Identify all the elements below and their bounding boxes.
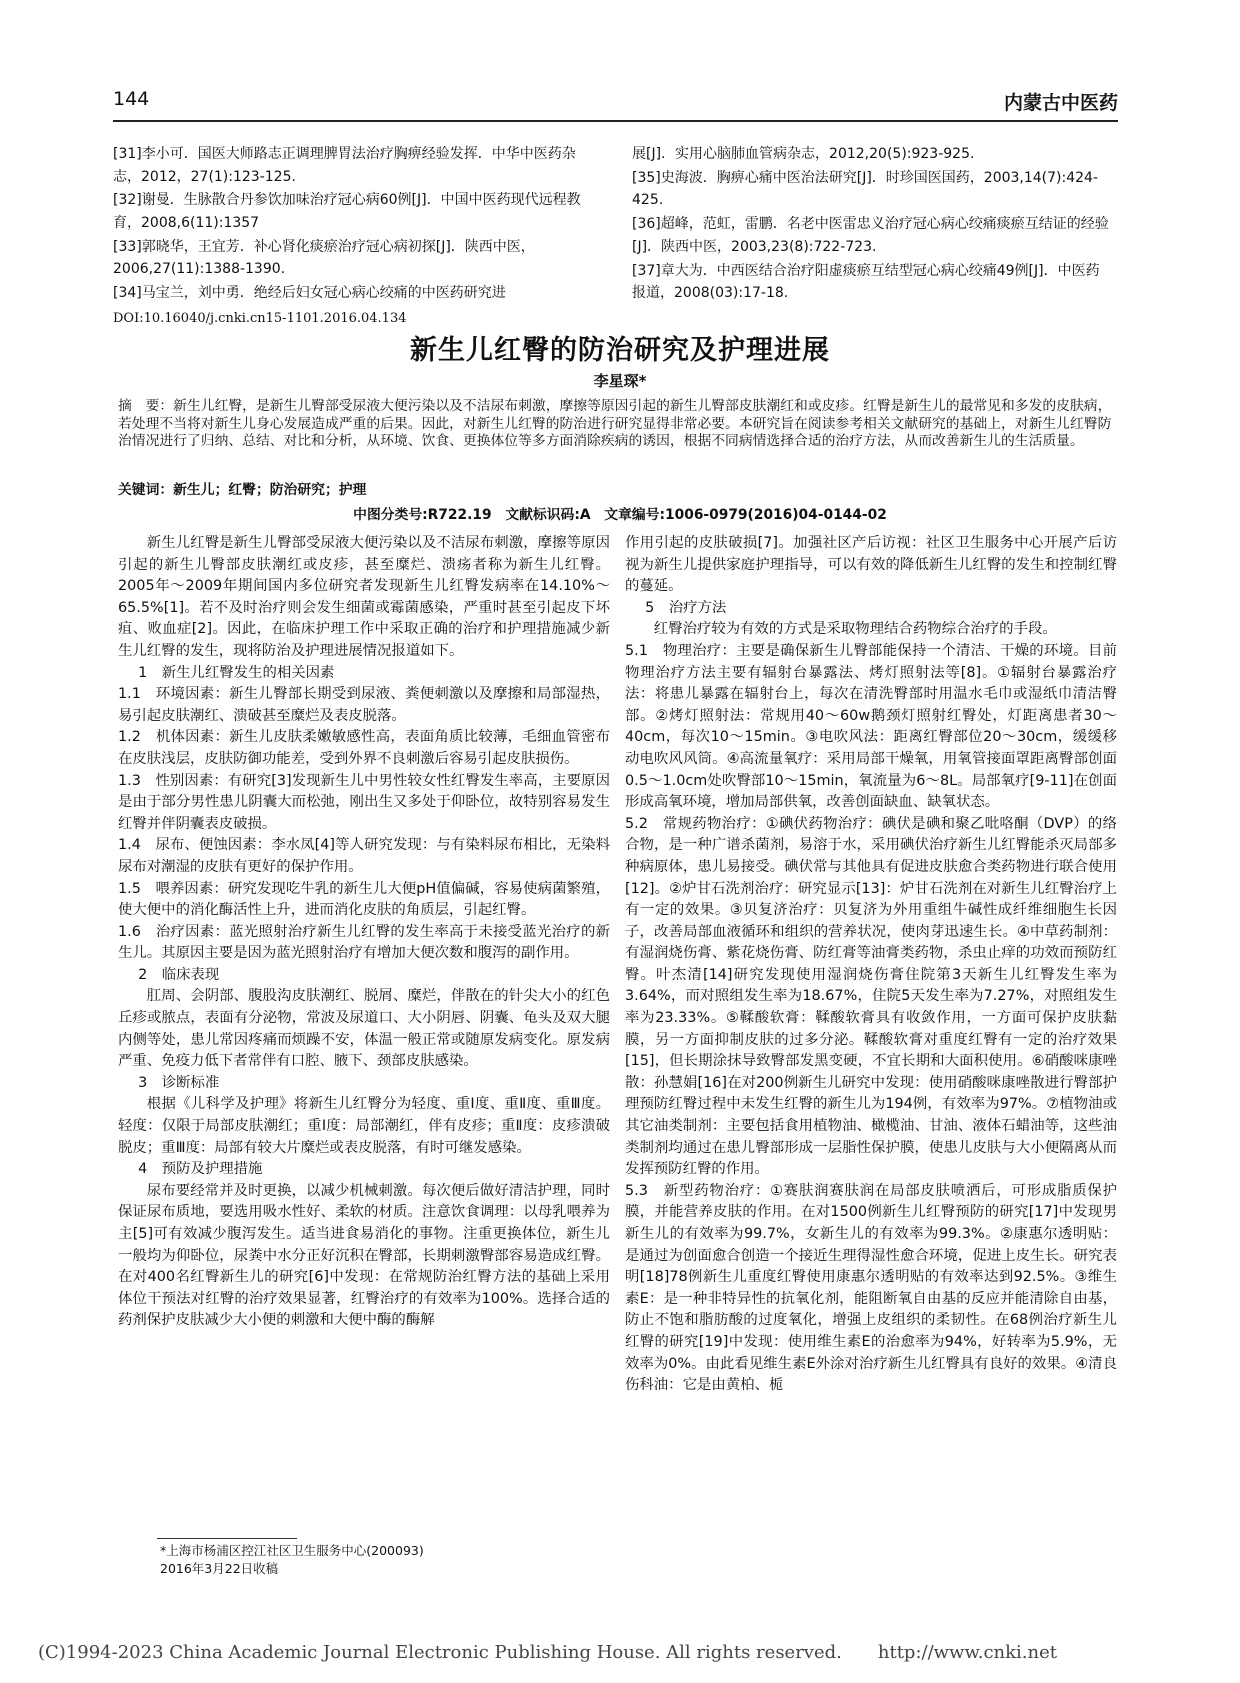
body-left-column bbox=[118, 533, 610, 1332]
body-right-column bbox=[625, 533, 1117, 1397]
body-paragraph: 1.4 尿布、便蚀因素：李水凤[4]等人研究发现：与有染料尿布相比，无染料尿布对潮湿的皮肤有更好的保护作用。 bbox=[118, 837, 610, 875]
abstract-text: 摘 要：新生儿红臀，是新生儿臀部受尿液大便污染以及不洁尿布刺激，摩擦等原因引起的新生儿臀部皮肤潮红和或皮疹。红臀是新生儿的最常见和多发的皮肤病，若处理不当将对新生儿身心发展造成严重的后果。因此，对新生儿红臀的防治进行研究显得非常必要。本研究旨在阅读参考相关文献研究的基础上，对新生儿红臀防治情况进行了归纳、总结、对比和分析，从环境、饮食、更换体位等多方面消除疾病的诱因，根据不同病情选择合适的治疗方法，从而改善新生儿的生活质量。 bbox=[118, 398, 1112, 450]
footnote bbox=[160, 1542, 424, 1578]
body-paragraph: 作用引起的皮肤破损[7]。加强社区产后访视：社区卫生服务中心开展产后访视为新生儿提供家庭护理指导，可以有效的降低新生儿红臀的发生和控制红臀的蔓延。 bbox=[625, 535, 1117, 595]
author-name: 李星琛* bbox=[593, 372, 647, 390]
classification-line: 中图分类号:R722.19 文献标识码:A 文章编号:1006-0979(2016)04-0144-02 bbox=[353, 507, 887, 523]
journal-name: 内蒙古中医药 bbox=[1003, 92, 1118, 114]
keywords: 关键词：新生儿；红臀；防治研究；护理 bbox=[118, 482, 367, 498]
section-heading: 3 诊断标准 bbox=[138, 1074, 220, 1091]
reference-item: [34]马宝兰，刘中勇．绝经后妇女冠心病心绞痛的中医药研究进 bbox=[113, 285, 506, 302]
footnote-divider bbox=[157, 1538, 297, 1539]
footnote-affiliation: *上海市杨浦区控江社区卫生服务中心(200093) bbox=[160, 1543, 424, 1558]
footnote-received-date: 2016年3月22日收稿 bbox=[160, 1561, 279, 1576]
body-paragraph: 5.2 常规药物治疗：①碘伏药物治疗：碘伏是碘和聚乙吡咯酮（DVP）的络合物，是一种广谱杀菌剂，易溶于水，采用碘伏治疗新生儿红臀能杀灭局部多种病原体，患儿易接受。碘伏常与其他具有促进皮肤愈合类药物进行联合使用[12]。②炉甘石洗剂治疗：研究显示[13]：炉甘石洗剂在对新生儿红臀治疗上有一定的效果。③贝复济治疗：贝复济为外用重组牛碱性成纤维细胞生长因子，改善局部血液循环和组织的营养状况，使肉芽迅速生长。④中草药制剂：有湿润烧伤膏、紫花烧伤膏、防红膏等油膏类药物，杀虫止痒的功效而预防红臀。叶杰清[14]研究发现使用湿润烧伤膏住院第3天新生儿红臀发生率为3.64%，而对照组发生率为18.67%，住院5天发生率为7.27%，对照组发生率为23.33%。⑤鞣酸软膏：鞣酸软膏具有收敛作用，一方面可保护皮肤黏膜，另一方面抑制皮肤的过多分泌。鞣酸软膏对重度红臀有一定的治疗效果[15]，但长期涂抹导致臀部发黑变硬，不宜长期和大面积使用。⑥硝酸咪康唑散：孙慧娟[16]在对200例新生儿研究中发现：使用硝酸咪康唑散进行臀部护理预防红臀过程中未发生红臀的新生儿为194例，有效率为97%。⑦植物油或其它油类制剂：主要包括食用植物油、橄榄油、甘油、液体石蜡油等，这些油类制剂均通过在患儿臀部形成一层脂性保护膜，使患儿皮肤与大小便隔离从而发挥预防红臀的作用。 bbox=[625, 815, 1117, 1178]
body-paragraph: 肛周、会阴部、腹股沟皮肤潮红、脱屑、糜烂，伴散在的针尖大小的红色丘疹或脓点，表面有分泌物，常波及尿道口、大小阴唇、阴囊、龟头及双大腿内侧等处，患儿常因疼痛而烦躁不安，体温一般正常或随原发病变化。原发病严重、免疫力低下者常伴有口腔、腋下、颈部皮肤感染。 bbox=[118, 988, 610, 1070]
section-heading: 2 临床表现 bbox=[138, 966, 220, 983]
body-paragraph: 根据《儿科学及护理》将新生儿红臀分为轻度、重Ⅰ度、重Ⅱ度、重Ⅲ度。轻度：仅限于局部皮肤潮红；重Ⅰ度：局部潮红，伴有皮疹；重Ⅱ度：皮疹溃破脱皮；重Ⅲ度：局部有较大片糜烂或表皮脱落，有时可继发感染。 bbox=[118, 1096, 610, 1156]
section-heading: 4 预防及护理措施 bbox=[138, 1161, 263, 1178]
article-title: 新生儿红臀的防治研究及护理进展 bbox=[410, 335, 830, 366]
abstract bbox=[118, 398, 1114, 451]
page-number: 144 bbox=[113, 88, 150, 110]
section-heading: 1 新生儿红臀发生的相关因素 bbox=[138, 664, 335, 681]
body-paragraph: 1.2 机体因素：新生儿皮肤柔嫩敏感性高，表面角质比较薄，毛细血管密布在皮肤浅层，皮肤防御功能差，受到外界不良刺激后容易引起皮肤损伤。 bbox=[118, 729, 610, 767]
reference-item: [35]史海波．胸痹心痛中医治法研究[J]．时珍国医国药，2003,14(7):424-425. bbox=[632, 169, 1099, 209]
body-paragraph: 1.5 喂养因素：研究发现吃牛乳的新生儿大便pH值偏碱，容易使病菌繁殖，使大便中的消化酶活性上升，进而消化皮肤的角质层，引起红臀。 bbox=[118, 880, 610, 919]
body-paragraph: 5.3 新型药物治疗：①赛肤润赛肤润在局部皮肤喷洒后，可形成脂质保护膜，并能营养皮肤的作用。在对1500例新生儿红臀预防的研究[17]中发现男新生儿的有效率为99.7%，女新生儿的有效率为99.3%。②康惠尔透明贴：是通过为创面愈合创造一个接近生理得湿性愈合环境，促进上皮生长。研究表明[18]78例新生儿重度红臀使用康惠尔透明贴的有效率达到92.5%。③维生素E：是一种非特异性的抗氧化剂，能阻断氧自由基的反应并能清除自由基，防止不饱和脂肪酸的过度氧化，增强上皮组织的柔韧性。在68例治疗新生儿红臀的研究[19]中发现：使用维生素E的治愈率为94%，好转率为5.9%，无效率为0%。由此看见维生素E外涂对治疗新生儿红臀具有良好的效果。④清良伤科油：它是由黄柏、栀 bbox=[625, 1182, 1117, 1394]
body-paragraph: 1.1 环境因素：新生儿臀部长期受到尿液、粪便刺激以及摩擦和局部湿热，易引起皮肤潮红、溃破甚至糜烂及表皮脱落。 bbox=[118, 686, 610, 724]
reference-item: [36]超峰，范虹，雷鹏．名老中医雷忠义治疗冠心病心绞痛痰瘀互结证的经验[J]．陕西中医，2003,23(8):722-723. bbox=[632, 216, 1109, 255]
body-paragraph: 红臀治疗较为有效的方式是采取物理结合药物综合治疗的手段。 bbox=[653, 621, 1057, 638]
section-heading: 5 治疗方法 bbox=[645, 599, 727, 616]
reference-item: 展[J]．实用心脑肺血管病杂志，2012,20(5):923-925. bbox=[632, 146, 975, 162]
doi-line: DOI:10.16040/j.cnki.cn15-1101.2016.04.134 bbox=[113, 311, 407, 326]
body-paragraph: 1.6 治疗因素：蓝光照射治疗新生儿红臀的发生率高于未接受蓝光治疗的新生儿。其原因主要是因为蓝光照射治疗有增加大便次数和腹泻的副作用。 bbox=[118, 923, 610, 962]
header-divider bbox=[113, 120, 1118, 122]
references-right bbox=[632, 143, 1112, 306]
body-paragraph: 新生儿红臀是新生儿臀部受尿液大便污染以及不洁尿布刺激，摩擦等原因引起的新生儿臀部皮肤潮红或皮疹，甚至糜烂、溃疡者称为新生儿红臀。2005年～2009年期间国内多位研究者发现新生儿红臀发病率在14.10%～65.5%[1]。若不及时治疗则会发生细菌或霉菌感染，严重时甚至引起皮下坏疽、败血症[2]。因此，在临床护理工作中采取正确的治疗和护理措施减少新生儿红臀的发生，现将防治及护理进展情况报道如下。 bbox=[118, 535, 610, 659]
reference-item: [31]李小可．国医大师路志正调理脾胃法治疗胸痹经验发挥．中华中医药杂志，2012，27(1):123-125. bbox=[113, 146, 576, 185]
copyright-notice: (C)1994-2023 China Academic Journal Electronic Publishing House. All rights reserved. http://www.cnki.net bbox=[38, 1642, 1057, 1663]
reference-item: [32]谢曼．生脉散合丹参饮加味治疗冠心病60例[J]．中国中医药现代远程教育，2008,6(11):1357 bbox=[113, 192, 581, 231]
body-paragraph: 尿布要经常并及时更换，以减少机械刺激。每次便后做好清洁护理，同时保证尿布质地，要选用吸水性好、柔软的材质。注意饮食调理：以母乳喂养为主[5]可有效减少腹泻发生。适当进食易消化的事物。注重更换体位，新生儿一般均为仰卧位，尿粪中水分正好沉积在臀部，长期刺激臀部容易造成红臀。在对400名红臀新生儿的研究[6]中发现：在常规防治红臀方法的基础上采用体位干预法对红臀的治疗效果显著，红臀治疗的有效率为100%。选择合适的药剂保护皮肤减少大小便的刺激和大便中酶的酶解 bbox=[118, 1182, 610, 1329]
references-left bbox=[113, 143, 593, 306]
body-paragraph: 5.1 物理治疗：主要是确保新生儿臀部能保持一个清洁、干燥的环境。目前物理治疗方法主要有辐射台暴露法、烤灯照射法等[8]。①辐射台暴露治疗法：将患儿暴露在辐射台上，每次在清洗臀部时用温水毛巾或湿纸巾清洁臀部。②烤灯照射法：常规用40～60w鹅颈灯照射红臀处，灯距离患者30～40cm，每次10～15min。③电吹风法：距离红臀部位20～30cm，缓缓移动电吹风风筒。④高流量氧疗：采用局部干燥氧，用氧管接面罩距离臀部创面0.5～1.0cm处吹臀部10～15min，氧流量为6～8L。局部氧疗[9-11]在创面形成高氧环境，增加局部供氧，改善创面缺血、缺氧状态。 bbox=[625, 642, 1117, 811]
reference-item: [33]郭晓华，王宜芳．补心肾化痰瘀治疗冠心病初探[J]．陕西中医，2006,27(11):1388-1390. bbox=[113, 238, 535, 278]
reference-item: [37]章大为．中西医结合治疗阳虚痰瘀互结型冠心病心绞痛49例[J]．中医药报道，2008(03):17-18. bbox=[632, 262, 1100, 302]
body-paragraph: 1.3 性别因素：有研究[3]发现新生儿中男性较女性红臀发生率高，主要原因是由于部分男性患儿阴囊大而松弛，刚出生又多处于仰卧位，故特别容易发生红臀并伴阴囊表皮破损。 bbox=[118, 772, 610, 832]
